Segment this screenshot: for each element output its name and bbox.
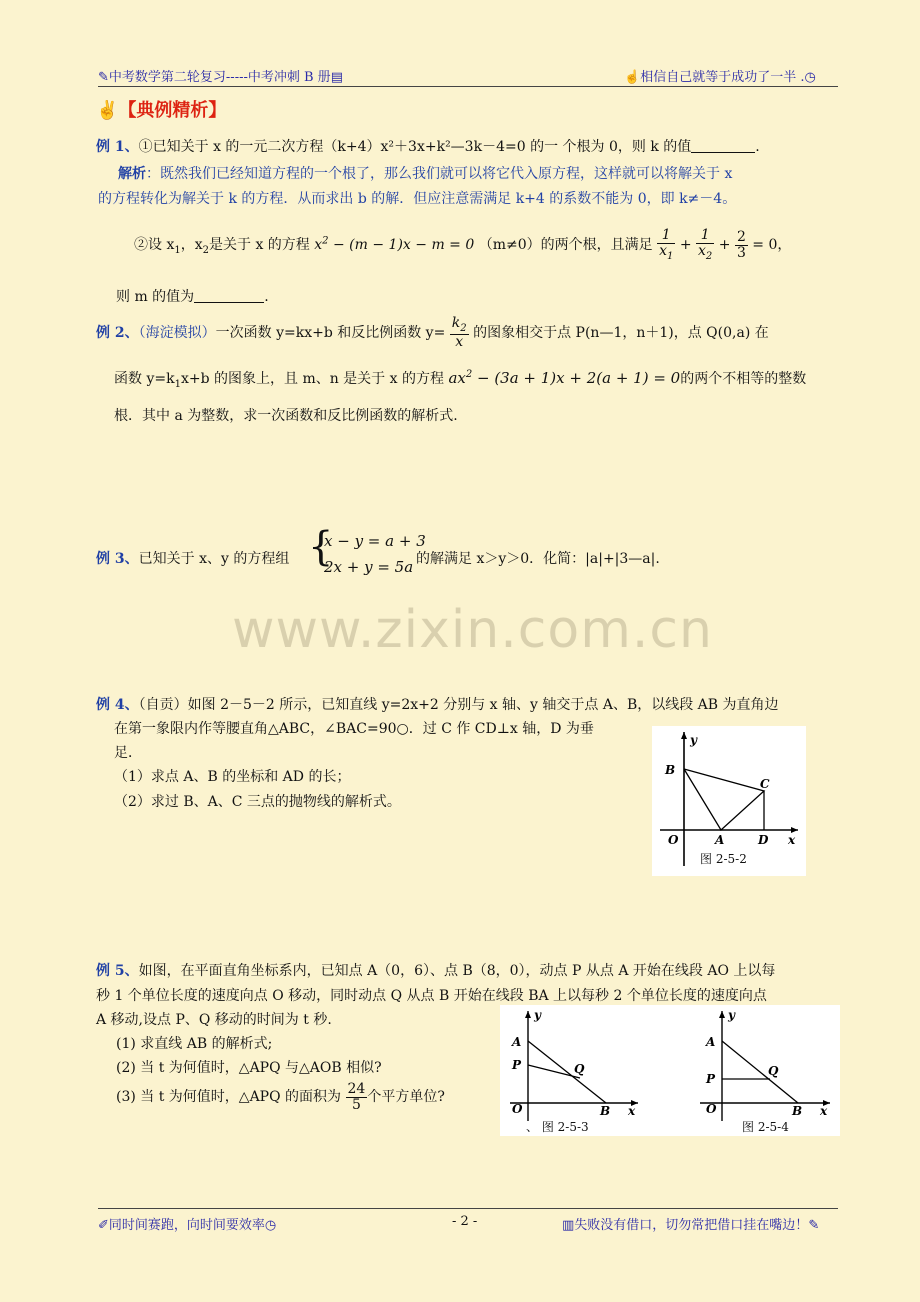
svg-text:y: y: [690, 733, 697, 747]
ex5-label: 例 5、: [96, 963, 139, 979]
page-number: - 2 -: [452, 1214, 478, 1229]
ex1-analysis-line1: 解析：既然我们已经知道方程的一个根了，那么我们就可以将它代入原方程，这样就可以将解关于 x: [118, 166, 733, 182]
footer-right: ▥失败没有借口，切勿常把借口挂在嘴边！✎: [562, 1218, 820, 1233]
hand-icon: ☝: [624, 70, 641, 85]
ex1-question2-end: 则 m 的值为 .: [116, 289, 269, 305]
svg-text:A: A: [706, 1035, 716, 1049]
ex4-q2: （2）求过 B、A、C 三点的抛物线的解析式。: [114, 794, 401, 810]
ex2-label: 例 2、: [96, 325, 139, 341]
ex4-label: 例 4、: [96, 697, 139, 713]
fraction: $\frac{2}{3}$: [736, 228, 746, 261]
figure-caption: 、 图 2-5-3: [526, 1120, 589, 1134]
fraction: $\frac{k_2}{x}$: [451, 315, 467, 351]
svg-text:x: x: [820, 1104, 828, 1118]
svg-text:C: C: [760, 777, 770, 791]
ex1-question1: 例 1、①已知关于 x 的一元二次方程（k+4）x²＋3x+k²—3k－4=0 的一 个根为 0，则 k 的值 .: [96, 139, 760, 155]
ex5-q3: (3) 当 t 为何值时，△APQ 的面积为 $\frac{24}{5}$ 个平方单位?: [116, 1081, 445, 1113]
pencil-icon: ✎: [808, 1218, 820, 1233]
svg-text:y: y: [728, 1008, 735, 1022]
ex5-q2: (2) 当 t 为何值时，△APQ 与△AOB 相似?: [116, 1060, 382, 1076]
figure-2-5-2: [652, 726, 806, 876]
clock-icon: ◷: [264, 1218, 277, 1233]
svg-text:A: A: [715, 833, 725, 847]
victory-hand-icon: ✌: [96, 100, 119, 121]
svg-text:O: O: [706, 1102, 717, 1116]
svg-text:B: B: [665, 763, 676, 777]
ex4-line3: 足．: [114, 745, 142, 761]
ex3-text: 例 3、已知关于 x、y 的方程组: [96, 551, 290, 567]
pen-icon: ✐: [98, 1218, 109, 1233]
ex2-source: （海淀模拟）: [138, 325, 216, 341]
ex3-text-end: 的解满足 x＞y＞0．化简：|a|+|3—a|.: [416, 551, 660, 567]
header-right: ☝相信自己就等于成功了一半 .◷: [624, 70, 816, 85]
equation: $ax^2 - (3a + 1)x + 2(a + 1) = 0$: [448, 369, 681, 387]
watermark: www.zixin.com.cn: [232, 600, 713, 660]
answer-blank: [691, 140, 755, 153]
answer-blank: [194, 290, 264, 303]
figure-caption: 图 2-5-4: [742, 1120, 789, 1134]
svg-text:Q: Q: [574, 1062, 585, 1076]
fraction: $\frac{24}{5}$: [347, 1081, 366, 1113]
fraction: $\frac{1}{x_1}$: [659, 227, 674, 262]
svg-text:O: O: [512, 1102, 523, 1116]
footer-rule: [98, 1208, 838, 1209]
ex3-label: 例 3、: [96, 551, 139, 567]
ex5-line2: 秒 1 个单位长度的速度向点 O 移动，同时动点 Q 从点 B 开始在线段 BA 上以每秒 2 个单位长度的速度向点: [96, 988, 767, 1004]
ex1-label: 例 1、: [96, 139, 139, 155]
svg-text:y: y: [534, 1008, 541, 1022]
ex4-q1: （1）求点 A、B 的坐标和 AD 的长；: [114, 769, 351, 785]
svg-text:B: B: [792, 1104, 803, 1118]
svg-text:P: P: [512, 1058, 522, 1072]
ex1-question2: ②设 $x_1$，$x_2$是关于 x 的方程 $x^2 - (m - 1)x - m = 0$ （m≠0）的两个根，且满足 $\frac{1}{x_1}$ + $\frac{1}{x_2}$ + $\frac{2}{3}$ = 0，: [134, 227, 792, 262]
header-rule: [98, 86, 838, 87]
svg-text:A: A: [512, 1035, 522, 1049]
ex2-line2: 函数 $y=k_1x+b$ 的图象上，且 m、n 是关于 x 的方程 $ax^2 - (3a + 1)x + 2(a + 1) = 0$的两个不相等的整数: [114, 369, 807, 390]
pencil-icon: ✎: [98, 70, 109, 85]
ex5-q1: (1) 求直线 AB 的解析式;: [116, 1036, 273, 1052]
clock-icon: ◷: [804, 70, 816, 85]
svg-text:B: B: [600, 1104, 611, 1118]
header-left: ✎中考数学第二轮复习-----中考冲刺 B 册▤: [98, 70, 343, 85]
ex2-line1: 例 2、（海淀模拟）一次函数 y=kx+b 和反比例函数 y= $\frac{k_2}{x}$ 的图象相交于点 P(n—1，n＋1)，点 Q(0,a) 在: [96, 315, 769, 351]
svg-text:P: P: [706, 1072, 716, 1086]
section-title: ✌【典例精析】: [96, 100, 227, 121]
footer-left: ✐同时间赛跑，向时间要效率◷: [98, 1218, 277, 1233]
ex5-line1: 例 5、如图，在平面直角坐标系内，已知点 A（0，6）、点 B（8，0），动点 P 从点 A 开始在线段 AO 上以每: [96, 963, 776, 979]
book-icon: ▤: [330, 70, 343, 85]
ex2-line3: 根．其中 a 为整数，求一次函数和反比例函数的解析式.: [114, 408, 458, 424]
svg-text:D: D: [758, 833, 769, 847]
svg-text:x: x: [628, 1104, 636, 1118]
ex1-analysis-line2: 的方程转化为解关于 k 的方程．从而求出 b 的解．但应注意需满足 k+4 的系数不能为 0，即 k≠－4。: [98, 191, 737, 207]
ex4-line2: 在第一象限内作等腰直角△ABC，∠BAC=90○．过 C 作 CD⊥x 轴，D 为垂: [114, 721, 594, 737]
svg-text:O: O: [668, 833, 679, 847]
svg-text:x: x: [788, 833, 796, 847]
svg-text:Q: Q: [768, 1064, 779, 1078]
ex5-line3: A 移动,设点 P、Q 移动的时间为 t 秒.: [96, 1012, 332, 1028]
figures-2-5-3-and-2-5-4: [500, 1005, 840, 1136]
equation: $x^2 - (m - 1)x - m = 0$: [314, 235, 475, 253]
ex4-line1: 例 4、（自贡）如图 2－5－2 所示，已知直线 y=2x+2 分别与 x 轴、y 轴交于点 A、B，以线段 AB 为直角边: [96, 697, 779, 713]
fraction: $\frac{1}{x_2}$: [698, 227, 713, 262]
book-icon: ▥: [562, 1218, 575, 1233]
figure-caption: 图 2-5-2: [700, 852, 747, 866]
